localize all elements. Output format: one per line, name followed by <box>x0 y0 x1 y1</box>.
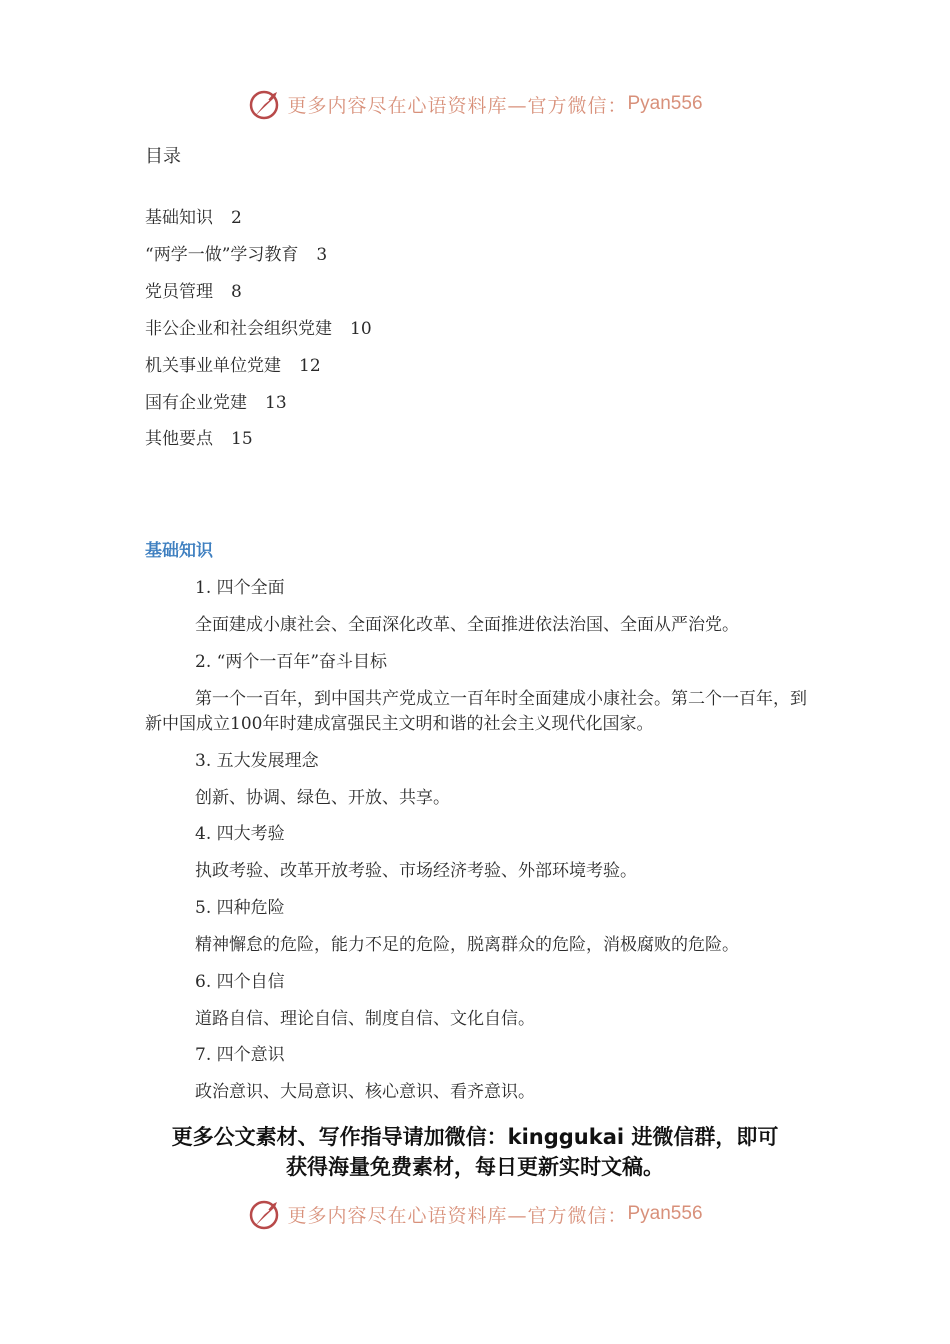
banner-text: 更多内容尽在心语资料库—官方微信： <box>287 1204 628 1227</box>
item-heading: 3. 五大发展理念 <box>195 751 319 771</box>
banner-text: 更多内容尽在心语资料库—官方微信： <box>287 94 628 117</box>
item-heading: 6. 四个自信 <box>195 972 285 992</box>
toc-item-label: 其他要点 <box>145 429 213 449</box>
item-body: 道路自信、理论自信、制度自信、文化自信。 <box>195 1009 535 1029</box>
banner-wechat-id: Pyan556 <box>627 1203 703 1224</box>
quill-logo-icon <box>247 1196 283 1232</box>
toc-item-page: 13 <box>265 393 287 413</box>
toc-item-page: 15 <box>231 429 253 449</box>
section-heading: 基础知识 <box>145 541 213 561</box>
item-body: 第一个一百年，到中国共产党成立一百年时全面建成小康社会。第二个一百年，到新中国成立100年时建成富强民主文明和谐的社会主义现代化国家。 <box>145 689 807 734</box>
toc-item[interactable] <box>145 318 372 340</box>
toc-item-label: 机关事业单位党建 <box>145 356 281 376</box>
item-heading: 7. 四个意识 <box>195 1045 285 1065</box>
toc-item-page: 8 <box>231 282 242 302</box>
toc-item-page: 2 <box>231 208 242 228</box>
toc-item[interactable] <box>145 281 242 303</box>
toc-item-label: 国有企业党建 <box>145 393 247 413</box>
item-body: 全面建成小康社会、全面深化改革、全面推进依法治国、全面从严治党。 <box>195 615 739 635</box>
promo-line-2: 获得海量免费素材，每日更新实时文稿。 <box>286 1155 664 1179</box>
toc-item[interactable] <box>145 207 242 229</box>
item-body: 执政考验、改革开放考验、市场经济考验、外部环境考验。 <box>195 861 637 881</box>
toc-item-page: 3 <box>316 245 328 265</box>
toc-item[interactable] <box>145 244 327 266</box>
item-heading: 2. “两个一百年”奋斗目标 <box>195 652 388 672</box>
toc-item[interactable] <box>145 392 287 414</box>
toc-title: 目录 <box>145 146 181 167</box>
item-heading: 5. 四种危险 <box>195 898 285 918</box>
promo-line-1: 更多公文素材、写作指导请加微信：kinggukai 进微信群，即可 <box>171 1125 779 1149</box>
footer-banner <box>0 1192 950 1236</box>
item-body: 政治意识、大局意识、核心意识、看齐意识。 <box>195 1082 535 1102</box>
quill-logo-icon <box>247 86 283 122</box>
toc-item[interactable] <box>145 355 321 377</box>
toc-item-label: “两学一做”学习教育 <box>145 245 299 265</box>
item-body: 精神懈怠的危险，能力不足的危险，脱离群众的危险，消极腐败的危险。 <box>195 935 739 955</box>
toc-item-page: 10 <box>350 319 372 339</box>
banner-wechat-id: Pyan556 <box>627 93 703 114</box>
item-body: 创新、协调、绿色、开放、共享。 <box>195 788 450 808</box>
toc-item-page: 12 <box>299 356 321 376</box>
toc-item-label: 非公企业和社会组织党建 <box>145 319 332 339</box>
header-banner <box>0 82 950 126</box>
toc-item[interactable] <box>145 428 253 450</box>
toc-item-label: 基础知识 <box>145 208 213 228</box>
item-heading: 4. 四大考验 <box>195 824 285 844</box>
item-heading: 1. 四个全面 <box>195 578 285 598</box>
promo-text <box>0 1122 950 1182</box>
toc-item-label: 党员管理 <box>145 282 213 302</box>
